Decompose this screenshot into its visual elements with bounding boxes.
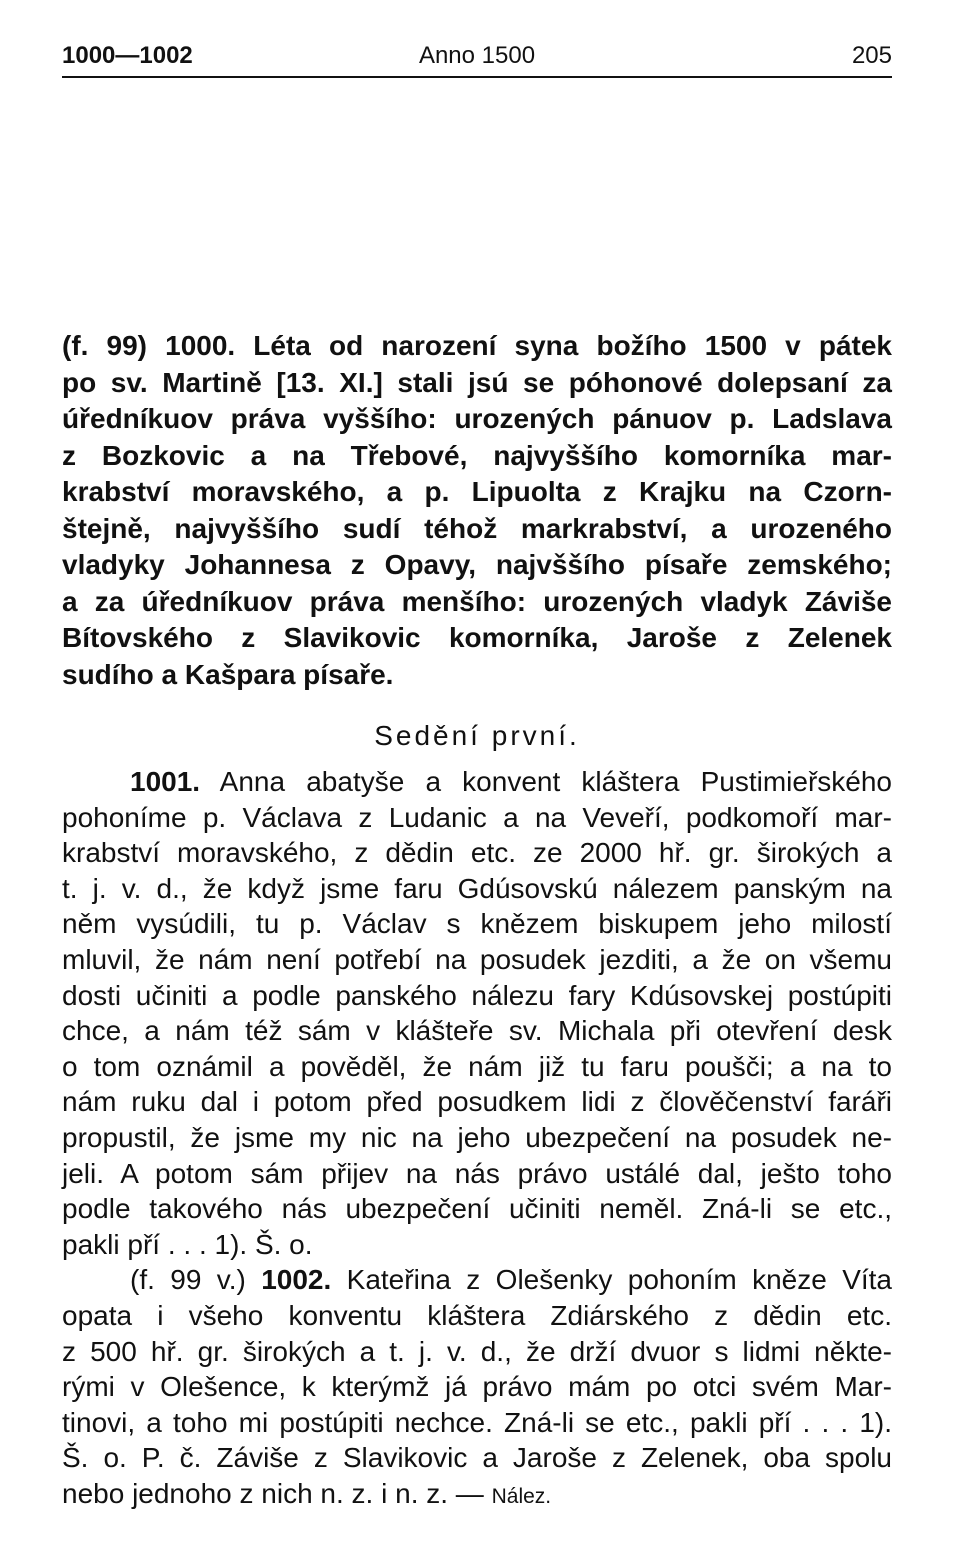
header-year: Anno 1500 — [418, 42, 536, 69]
text-span: Kateřina z Olešenky pohoním kněze Víta — [331, 1264, 893, 1296]
text-line: něm vysúdili, tu p. Václav s knězem biskupem jeho milostí — [62, 908, 892, 940]
text-line: krabství moravského, a p. Lipuolta z Krajku na Czorn- — [62, 476, 892, 507]
header-page-number: 205 — [851, 42, 892, 69]
text-line: chce, a nám též sám v klášteře sv. Michala při otevření desk — [62, 1015, 892, 1047]
text-line — [62, 1476, 892, 1512]
entry-number: 1002. — [261, 1264, 332, 1296]
entry-1000 — [62, 328, 892, 693]
text-span: Anna abatyše a konvent kláštera Pustimieřského — [200, 766, 892, 797]
page-header — [62, 40, 892, 78]
text-line: úředníkuov práva vyššího: urozených pánuov p. Ladslava — [62, 403, 892, 434]
verdict-label: Nález. — [491, 1484, 552, 1508]
text-line: krabství moravského, z dědin etc. ze 2000 hř. gr. širokých a — [62, 837, 892, 869]
text-line: Š. o. P. č. Záviše z Slavikovic a Jaroše z Zelenek, oba spolu — [62, 1442, 892, 1474]
text-line: podle takového nás ubezpečení učiniti neměl. Zná-li se etc., — [62, 1193, 892, 1225]
text-line: opata i všeho konventu kláštera Zdiárského z dědin etc. — [62, 1299, 892, 1331]
text-line: pakli pří . . . 1). Š. o. — [62, 1228, 313, 1260]
text-line: dosti učiniti a podle panského nálezu fary Kdúsovskej postúpiti — [62, 979, 892, 1011]
text-line: sudího a Kašpara písaře. — [62, 658, 394, 690]
text-line: Bítovského z Slavikovic komorníka, Jaroše z Zelenek — [62, 622, 892, 653]
entries-1001-1002 — [62, 764, 892, 1511]
text-line: štejně, najvyššího sudí téhož markrabství, a urozeného — [62, 512, 892, 544]
text-line: a za úředníkuov práva menšího: urozených vladyk Záviše — [62, 585, 892, 617]
text-line: tinovi, a toho mi postúpiti nechce. Zná-li se etc., pakli pří . . . 1). — [62, 1406, 892, 1438]
text-line: rými v Olešence, k kterýmž já právo mám po otci svém Mar- — [62, 1371, 892, 1403]
text-line: nám ruku dal i potom před posudkem lidi z člověčenství faráři — [62, 1086, 892, 1118]
text-line: t. j. v. d., že když jsme faru Gdúsovskú nálezem panským na — [62, 872, 892, 904]
text-line: po sv. Martině [13. XI.] stali jsú se póhonové dolepsaní za — [62, 366, 892, 398]
text-line: pohoníme p. Václava z Ludanic a na Veveří, podkomoří mar- — [62, 801, 892, 833]
text-line: z Bozkovic a na Třebové, najvyššího komorníka mar- — [62, 439, 892, 471]
text-line — [62, 1262, 892, 1298]
entry-number: 1001. — [130, 766, 201, 797]
text-line: jeli. A potom sám přijev na nás právo ustálé dal, ješto toho — [62, 1157, 892, 1189]
text-line — [62, 764, 892, 800]
text-line: (f. 99) 1000. Léta od narození syna božího 1500 v pátek — [62, 330, 892, 361]
header-entry-range: 1000—1002 — [62, 42, 193, 69]
folio-reference: (f. 99 v.) — [130, 1264, 262, 1296]
text-line: vladyky Johannesa z Opavy, najvššího písaře zemského; — [62, 549, 892, 580]
section-heading: Sedění první. — [374, 720, 580, 751]
text-line: z 500 hř. gr. širokých a t. j. v. d., že drží dvuor s lidmi někte- — [62, 1335, 892, 1367]
text-line: mluvil, že nám není potřebí na posudek jezditi, a že on všemu — [62, 943, 892, 975]
text-span: nebo jednoho z nich n. z. i n. z. — — [62, 1477, 492, 1509]
text-line: propustil, že jsme my nic na jeho ubezpečení na posudek ne- — [62, 1121, 892, 1153]
text-line: o tom oznámil a pověděl, že nám již tu faru poušči; a na to — [62, 1050, 892, 1082]
